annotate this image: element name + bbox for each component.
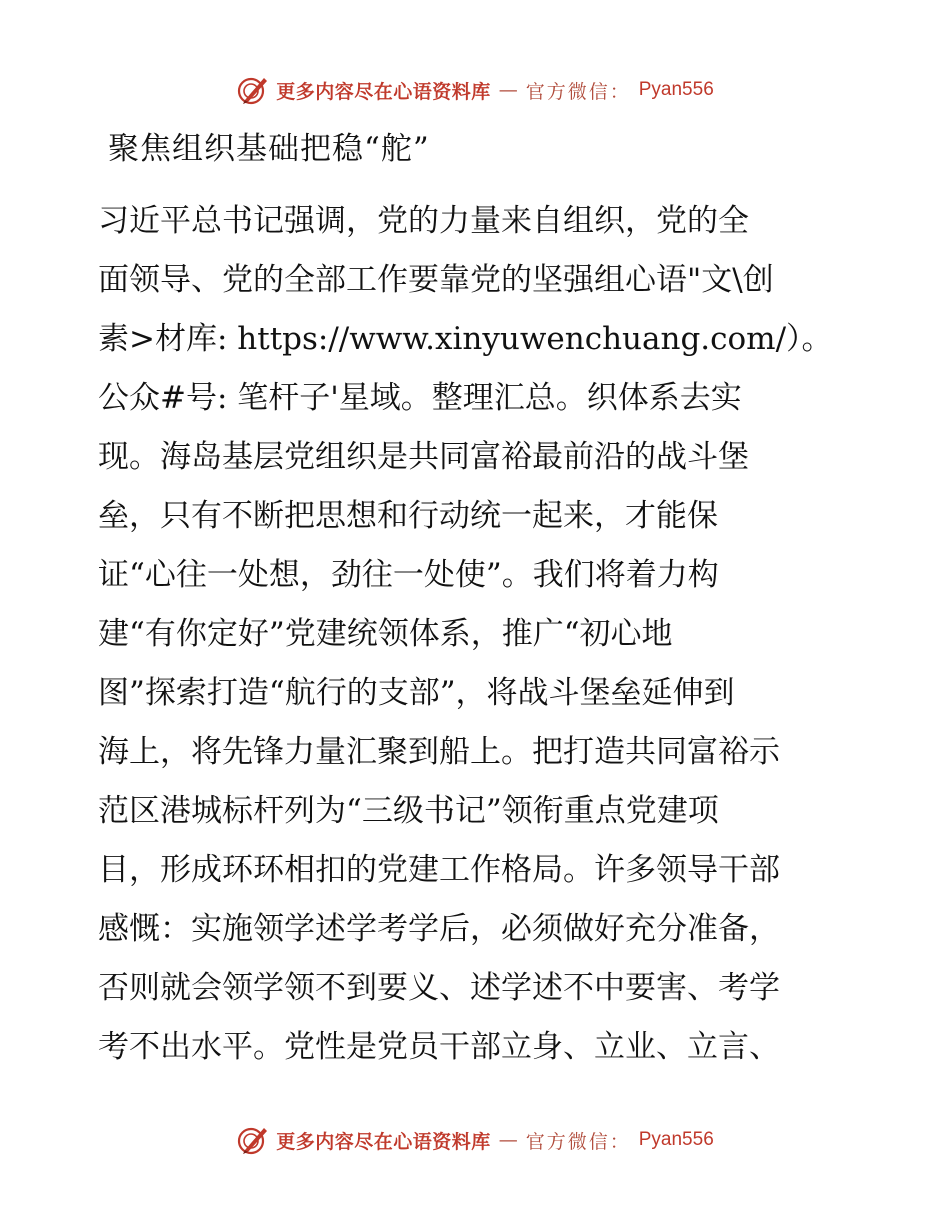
body-line: 考不出水平。党性是党员干部立身、立业、立言、 (98, 1029, 780, 1065)
body-line: 否则就会领学领不到要义、述学述不中要害、考学 (98, 970, 780, 1006)
document-title: 聚焦组织基础把稳“舵” (108, 131, 430, 167)
header-brand-text: 更多内容尽在心语资料库 (276, 80, 491, 103)
body-line: 素>材库: https://www.xinyuwenchuang.com/）。 (98, 321, 833, 357)
body-line: 证“心往一处想，劲往一处使”。我们将着力构 (98, 557, 719, 593)
footer-brand (236, 1123, 714, 1157)
body-line: 图”探索打造“航行的支部”，将战斗堡垒延伸到 (98, 675, 735, 711)
page-header-watermark (0, 70, 950, 110)
document-body (98, 192, 858, 1077)
body-line: 目，形成环环相扣的党建工作格局。许多领导干部 (98, 852, 780, 888)
header-dash: — (498, 79, 518, 101)
body-line: 公众#号: 笔杆子'星域。整理汇总。织体系去实 (98, 380, 742, 416)
body-line: 海上，将先锋力量汇聚到船上。把打造共同富裕示 (98, 734, 780, 770)
pen-logo-icon (236, 1123, 270, 1157)
body-line: 感慨：实施领学述学考学后，必须做好充分准备， (98, 911, 780, 947)
header-brand (236, 73, 714, 107)
body-line: 面领导、党的全部工作要靠党的坚强组心语"文\创 (98, 262, 774, 298)
header-official-label: 官方微信： (525, 80, 631, 103)
body-line: 习近平总书记强调，党的力量来自组织，党的全 (98, 203, 749, 239)
pen-logo-icon (236, 73, 270, 107)
footer-official-label: 官方微信： (525, 1130, 631, 1153)
footer-wechat-id: Pyan556 (638, 1129, 714, 1150)
body-line: 垒，只有不断把思想和行动统一起来，才能保 (98, 498, 718, 534)
footer-brand-text: 更多内容尽在心语资料库 (276, 1130, 491, 1153)
page-footer-watermark (0, 1120, 950, 1160)
body-line: 范区港城标杆列为“三级书记”领衔重点党建项 (98, 793, 719, 829)
body-line: 现。海岛基层党组织是共同富裕最前沿的战斗堡 (98, 439, 749, 475)
body-line: 建“有你定好”党建统领体系，推广“初心地 (98, 616, 673, 652)
footer-dash: — (498, 1129, 518, 1151)
header-wechat-id: Pyan556 (638, 79, 714, 100)
